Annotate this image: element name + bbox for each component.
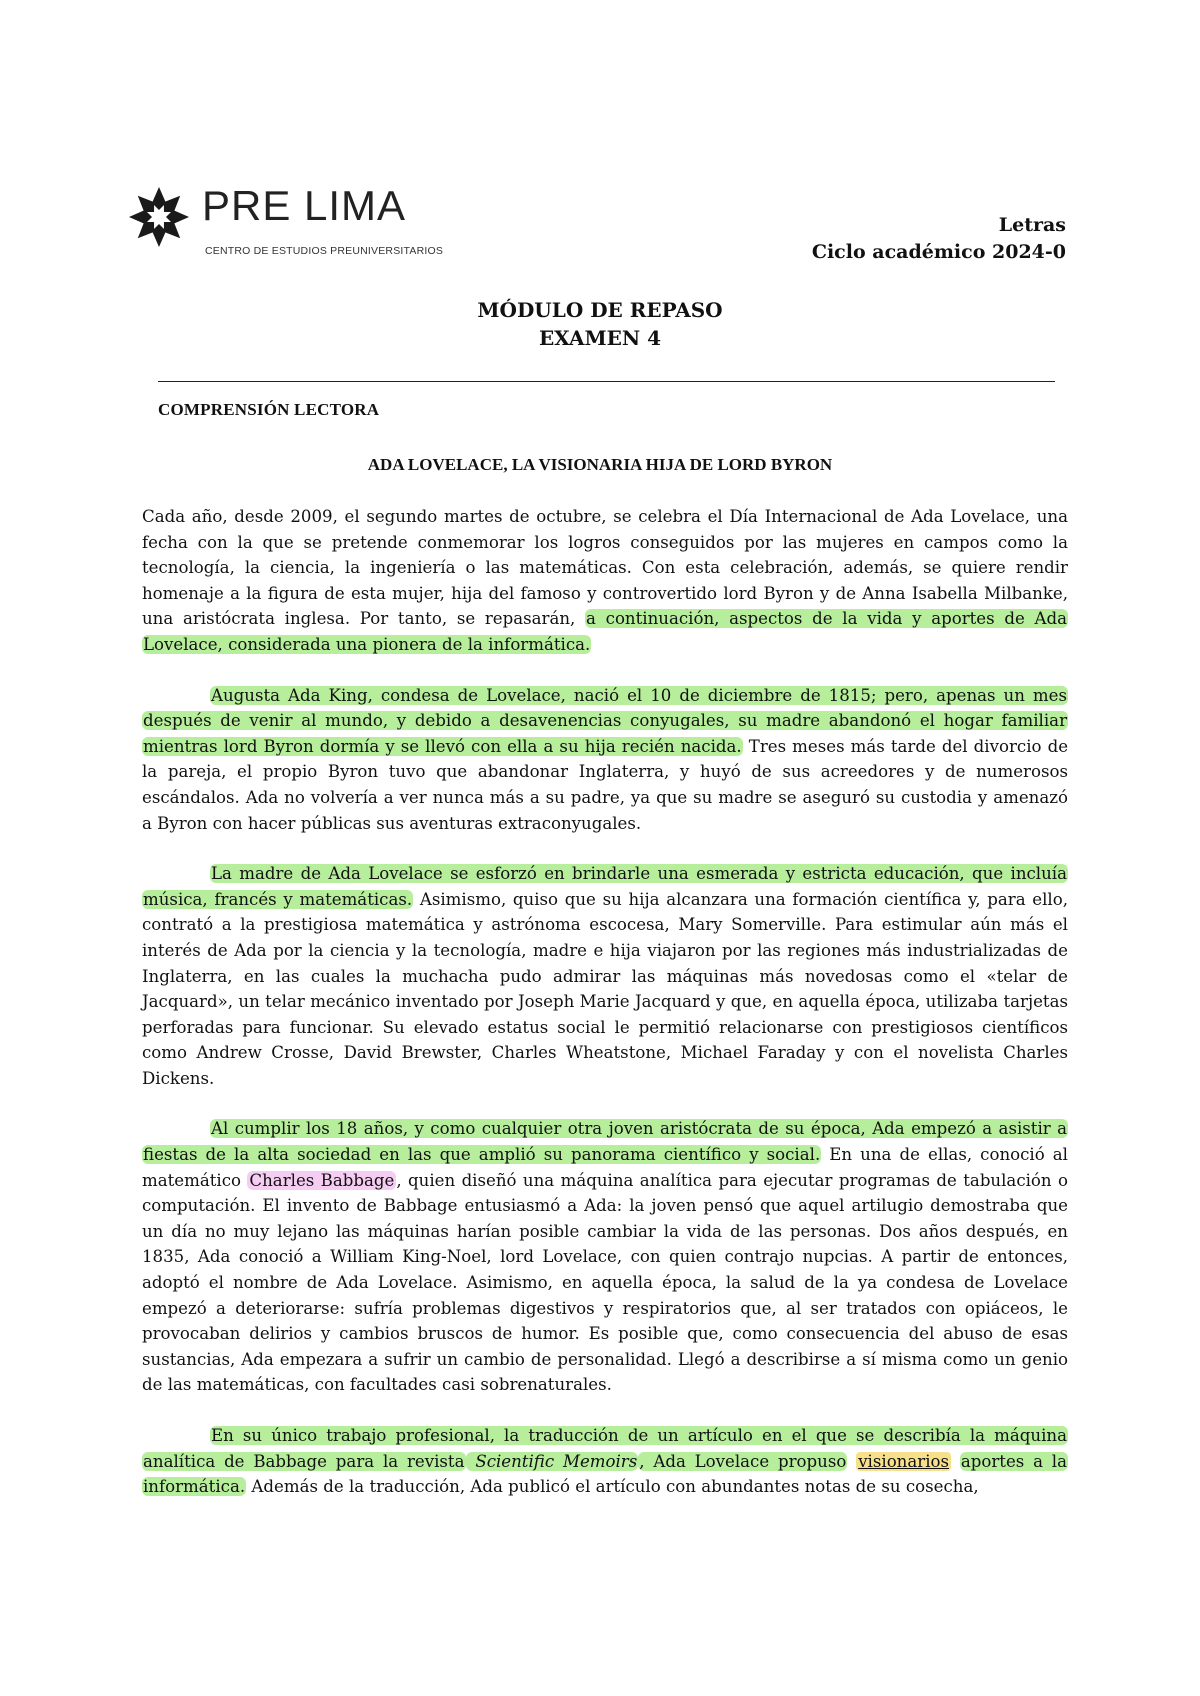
header-divider: [158, 381, 1055, 382]
article-title: ADA LOVELACE, LA VISIONARIA HIJA DE LORD BYRON: [367, 455, 833, 474]
course-info: [812, 212, 1066, 266]
paragraph-text: Asimismo, quiso que su hija alcanzara una formación científica y, para ello, contrató a la prestigiosa matemática y astrónoma escocesa, Mary Somerville. Para estimular aún más el interés de Ada por la ciencia y la tecnología, madre e hija viajaron por las regiones más industrializadas de Inglaterra, en las cuales la muchacha pudo admirar las máquinas más novedosas como el «telar de Jacquard», un telar mecánico inventado por Joseph Marie Jacquard y que, en aquella época, utilizaba tarjetas perforadas para funcionar. Su elevado estatus social le permitió relacionarse con prestigiosos científicos como Andrew Crosse, David Brewster, Charles Wheatstone, Michael Faraday y con el novelista Charles Dickens.: [142, 889, 1068, 1088]
cycle-label: Ciclo académico 2024-0: [811, 241, 1066, 263]
logo-subtitle: CENTRO DE ESTUDIOS PREUNIVERSITARIOS: [205, 245, 444, 257]
article-body: [142, 504, 1068, 1525]
paragraph-text: Cada año, desde 2009, el segundo martes de octubre, se celebra el Día Internacional de Ada Lovelace, una fecha con la que se pretende conmemorar los logros conseguidos por las mujeres en campos como la tecnología, la ciencia, la ingeniería o las matemáticas. Con esta celebración, además, se quiere rendir homenaje a la figura de esta mujer, hija del famoso y controvertido lord Byron y de Anna Isabella Milbanke, una aristócrata inglesa. Por tanto, se repasarán,: [142, 507, 1068, 629]
section-title: COMPRENSIÓN LECTORA: [158, 400, 380, 419]
journal-title: Scientific Memoirs: [475, 1451, 638, 1471]
paragraph-4: [142, 1116, 1068, 1398]
paragraph-text: En una de ellas, conoció al matemático: [142, 1145, 1068, 1190]
paragraph-3: [142, 861, 1068, 1091]
module-title-line2: EXAMEN 4: [538, 326, 662, 350]
highlighted-text: La madre de Ada Lovelace se esforzó en brindarle una esmerada y estricta educación, que incluía música, francés y matemáticas.: [143, 864, 1067, 909]
area-label: Letras: [998, 214, 1066, 236]
paragraph-5: [142, 1423, 1068, 1500]
module-title-line1: MÓDULO DE REPASO: [477, 298, 723, 322]
paragraph-1: [142, 504, 1068, 658]
highlighted-text: , Ada Lovelace propuso: [639, 1451, 847, 1471]
paragraph-text: Además de la traducción, Ada publicó el artículo con abundantes notas de su cosecha,: [251, 1477, 979, 1497]
highlighted-text: [466, 1452, 639, 1471]
highlighted-text: Al cumplir los 18 años, y como cualquier otra joven aristócrata de su época, Ada empezó a asistir a fiestas de la alta sociedad en las que amplió su panorama científico y social.: [143, 1119, 1067, 1165]
highlighted-text: a continuación, aspectos de la vida y aportes de Ada Lovelace, considerada una pionera de la informática.: [143, 609, 1067, 654]
highlighted-name: Charles Babbage: [249, 1170, 395, 1190]
paragraph-text: Tres meses más tarde del divorcio de la pareja, el propio Byron tuvo que abandonar Inglaterra, y huyó de sus acreedores y de numerosos escándalos. Ada no volvería a ver nunca más a su padre, ya que su madre se aseguró su custodia y amenazó a Byron con hacer públicas sus aventuras extraconyugales.: [142, 736, 1069, 833]
pre-lima-logo: [128, 182, 444, 262]
highlighted-text: aportes a la informática.: [143, 1451, 1068, 1497]
highlighted-keyword: visionarios: [858, 1451, 950, 1471]
paragraph-text: , quien diseñó una máquina analítica para ejecutar programas de tabulación o computación. El invento de Babbage entusiasmó a Ada: la joven pensó que aquel artilugio demostraba que un día no muy lejano las máquinas harían posible cambiar la vida de las personas. Dos años después, en 1835, Ada conoció a William King-Noel, lord Lovelace, con quien contrajo nupcias. A partir de entonces, adoptó el nombre de Ada Lovelace. Asimismo, en aquella época, la salud de la ya condesa de Lovelace empezó a deteriorarse: sufría problemas digestivos y respiratorios que, al ser tratados con opiáceos, le provocaban delirios y cambios bruscos de humor. Es posible que, como consecuencia del abuso de esas sustancias, Ada empezara a sufrir un cambio de personalidad. Llegó a describirse a sí misma como un genio de las matemáticas, con facultades casi sobrenaturales.: [142, 1170, 1068, 1395]
highlighted-text: Augusta Ada King, condesa de Lovelace, nació el 10 de diciembre de 1815; pero, apenas un mes después de venir al mundo, y debido a desavenencias conyugales, su madre abandonó el hogar familiar mientras lord Byron dormía y se llevó con ella a su hija recién nacida.: [143, 685, 1067, 756]
star-logo-icon: [128, 186, 190, 248]
module-title: [0, 296, 1200, 352]
highlighted-text: En su único trabajo profesional, la traducción de un artículo en el que se describía la máquina analítica de Babbage para la revista: [143, 1426, 1067, 1471]
logo-title: PRE LIMA: [202, 182, 407, 229]
paragraph-2: [142, 683, 1068, 837]
